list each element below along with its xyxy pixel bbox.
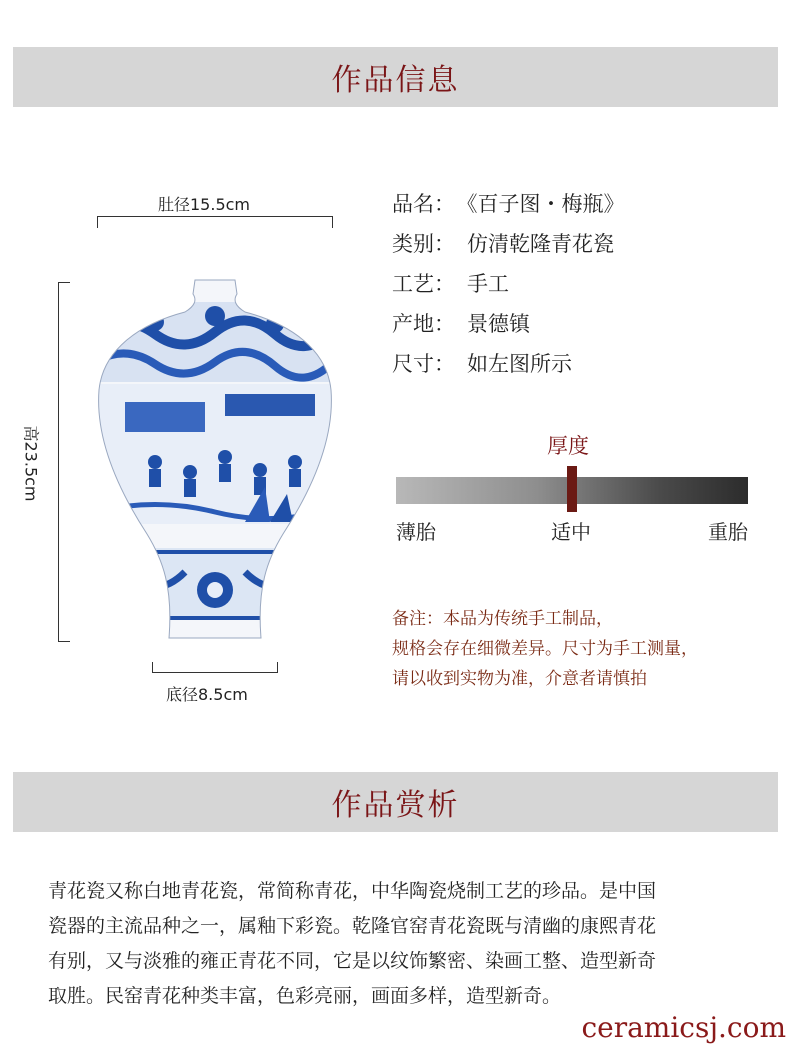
spec-name [392,188,625,218]
belly-dimension-line [97,216,333,217]
spec-value: 仿清乾隆青花瓷 [467,232,614,256]
spec-key: 品名： [392,192,455,216]
spec-value: 《百子图・梅瓶》 [467,192,625,216]
section-title-appreciation: 作品赏析 [13,772,778,832]
note-line: 请以收到实物为准，介意者请慎拍 [392,669,647,689]
note-line: 备注：本品为传统手工制品， [392,609,613,629]
spec-size [392,348,572,378]
belly-dimension-tick-left [97,216,98,228]
height-dimension-line [58,282,59,642]
base-dimension-tick-right [277,662,278,673]
thickness-label-medium: 适中 [551,520,591,544]
spec-value: 手工 [467,272,509,296]
thickness-title: 厚度 [547,434,589,458]
thickness-marker [567,466,577,512]
section-title-info: 作品信息 [13,47,778,107]
thickness-label-thin: 薄胎 [396,520,436,544]
description-line: 青花瓷又称白地青花瓷，常简称青花，中华陶瓷烧制工艺的珍品。是中国 [48,880,657,902]
spec-value: 景德镇 [467,312,530,336]
description-line: 有别，又与淡雅的雍正青花不同，它是以纹饰繁密、染画工整、造型新奇 [48,950,657,972]
height-dimension-tick-top [58,282,70,283]
base-diameter-label: 底径8.5cm [166,685,248,704]
spec-origin [392,308,530,338]
note-line: 规格会存在细微差异。尺寸为手工测量， [392,639,698,659]
vase-image [95,272,335,652]
spec-value: 如左图所示 [467,352,572,376]
watermark-text: ceramicsj.com [581,1011,786,1044]
height-dimension-tick-bottom [58,641,70,642]
base-dimension-line [152,672,278,673]
belly-dimension-tick-right [332,216,333,228]
spec-key: 尺寸： [392,352,455,376]
description-line: 瓷器的主流品种之一，属釉下彩瓷。乾隆官窑青花瓷既与清幽的康熙青花 [48,915,657,937]
belly-diameter-label: 肚径15.5cm [158,195,251,214]
spec-category [392,228,614,258]
thickness-label-heavy: 重胎 [708,520,748,544]
spec-key: 产地： [392,312,455,336]
height-label: 高23.5cm [21,425,41,502]
spec-key: 类别： [392,232,455,256]
spec-key: 工艺： [392,272,455,296]
base-dimension-tick-left [152,662,153,673]
description-line: 取胜。民窑青花种类丰富，色彩亮丽，画面多样，造型新奇。 [48,985,562,1007]
spec-craft [392,268,509,298]
